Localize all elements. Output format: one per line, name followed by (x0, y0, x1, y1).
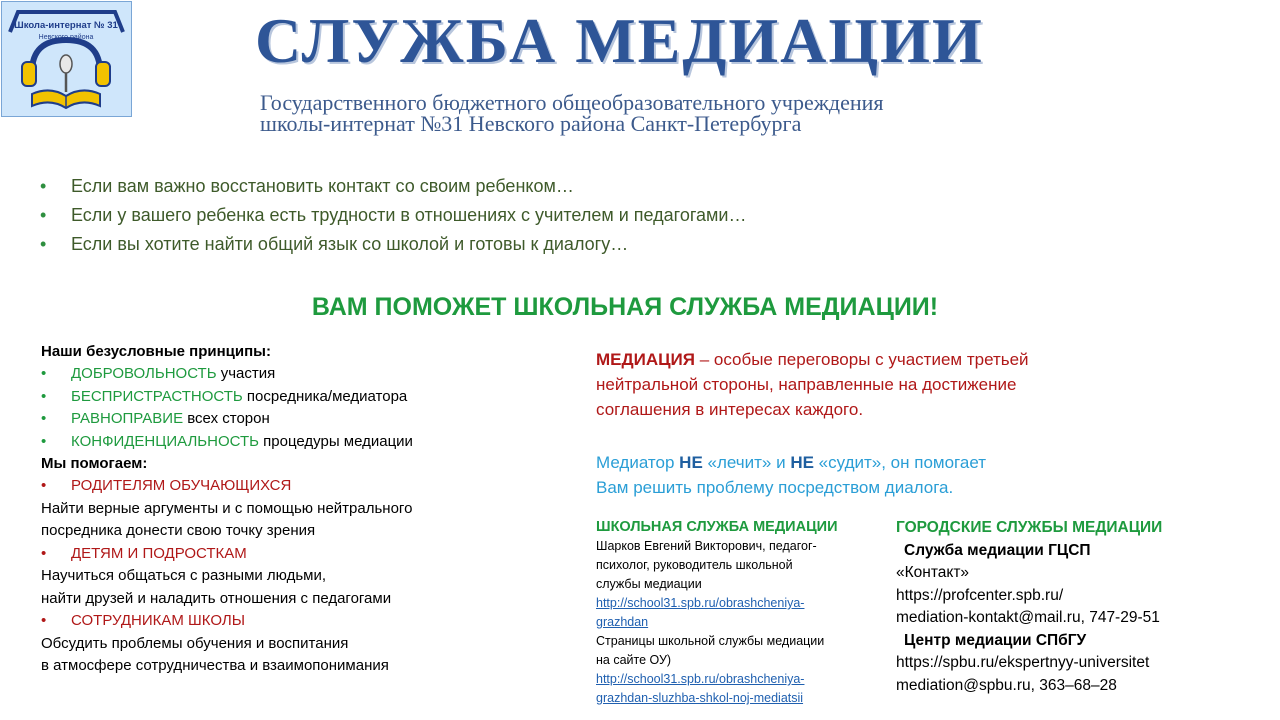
school-service-heading: ШКОЛЬНАЯ СЛУЖБА МЕДИАЦИИ (596, 519, 838, 535)
school-link-2[interactable]: http://school31.spb.ru/obrashcheniya- grazhdan-sluzhba-shkol-noj-mediatsii (596, 672, 805, 705)
school-service-section: ШКОЛЬНАЯ СЛУЖБА МЕДИАЦИИ Шарков Евгений Викторович, педагог- психолог, руководитель школьной службы медиации http://school31.spb.ru/obrashcheniya- grazhdan Страницы школьной службы медиации на сайте ОУ) http://school31.spb.ru/obrashcheniya- grazhdan-sluzhba-shkol-noj-mediatsii (596, 517, 886, 708)
city-services-heading: ГОРОДСКИЕ СЛУЖБЫ МЕДИАЦИИ (896, 519, 1163, 536)
mediator-statement: Медиатор НЕ «лечит» и НЕ «судит», он помогает Вам решить проблему посредством диалога. (596, 453, 986, 497)
help-group-title: • СОТРУДНИКАМ ШКОЛЫ (41, 610, 561, 633)
bullet-icon: • (41, 387, 47, 405)
help-group-text: в атмосфере сотрудничества и взаимопонимания (41, 657, 389, 674)
principles-heading: Наши безусловные принципы: (41, 343, 271, 360)
principle-item (41, 363, 561, 386)
principle-item (41, 408, 561, 431)
city-service-contact: mediation@spbu.ru, 363–68–28 (896, 676, 1117, 694)
principle-rest: участия (216, 365, 276, 382)
principle-key: БЕСПРИСТРАСТНОСТЬ (71, 387, 243, 405)
help-group-text: Обсудить проблемы обучения и воспитания (41, 634, 349, 652)
bullet-icon: • (41, 410, 47, 427)
bullet-icon: • (41, 612, 47, 629)
school-logo (1, 1, 132, 117)
principle-key: РАВНОПРАВИЕ (71, 410, 184, 427)
mediation-definition (596, 347, 1156, 422)
principle-rest: процедуры медиации (259, 432, 413, 450)
subtitle-line-1: Государственного бюджетного общеобразовательного учреждения (260, 90, 884, 115)
help-group-text: найти друзей и наладить отношения с педагогами (41, 589, 392, 607)
logo-emblem (2, 2, 131, 116)
bullet-icon: • (41, 432, 47, 450)
intro-list (40, 172, 940, 259)
logo-text-bottom: Невского района (38, 34, 94, 41)
principle-item (41, 431, 561, 454)
microphone-icon (60, 55, 72, 92)
headline: ВАМ ПОМОЖЕТ ШКОЛЬНАЯ СЛУЖБА МЕДИАЦИИ! (311, 293, 939, 321)
help-heading: Мы помогаем: (41, 455, 148, 472)
principle-key: КОНФИДЕНЦИАЛЬНОСТЬ (71, 432, 259, 450)
principles-section (41, 341, 561, 678)
principle-rest: всех сторон (183, 410, 270, 427)
definition-text: нейтральной стороны, направленные на достижение (596, 375, 1017, 394)
definition-text: – особые переговоры с участием третьей (694, 350, 1029, 369)
principle-item (41, 386, 561, 409)
principle-key: ДОБРОВОЛЬНОСТЬ (71, 365, 217, 382)
intro-item: • Если вы хотите найти общий язык со школой и готовы к диалогу… (40, 230, 940, 259)
city-service-contact: mediation-kontakt@mail.ru, 747-29-51 (896, 609, 1160, 626)
city-service-name: Центр медиации СПбГУ (904, 631, 1087, 649)
page-title: СЛУЖБА МЕДИАЦИИ (255, 5, 984, 76)
definition-term: МЕДИАЦИЯ (596, 350, 695, 369)
city-service-url: https://spbu.ru/ekspertnyy-universitet (896, 654, 1150, 671)
help-group-title: • РОДИТЕЛЯМ ОБУЧАЮЩИХСЯ (41, 475, 561, 498)
definition-text: соглашения в интересах каждого. (596, 400, 864, 419)
school-link-1[interactable]: http://school31.spb.ru/obrashcheniya- grazhdan (596, 596, 805, 629)
help-group-text: Найти верные аргументы и с помощью нейтрального (41, 499, 413, 517)
bullet-icon: • (41, 544, 47, 562)
school-subtitle (260, 92, 1060, 134)
city-services-section: ГОРОДСКИЕ СЛУЖБЫ МЕДИАЦИИ Служба медиации ГЦСП «Контакт» https://profcenter.spb.ru/ mediation-kontakt@mail.ru, 747-29-51 Центр медиации СПбГУ https://spbu.ru/ekspertnyy-universitet mediation@spbu.ru, 363–68–28 (896, 517, 1280, 697)
help-group-text: Научиться общаться с разными людьми, (41, 567, 327, 584)
subtitle-line-2: школы-интернат №31 Невского района Санкт-Петербурга (260, 111, 802, 136)
bullet-icon: • (41, 477, 47, 494)
bullet-icon: • (41, 365, 47, 382)
help-group-text: посредника донести свою точку зрения (41, 522, 316, 539)
principle-rest: посредника/медиатора (242, 387, 408, 405)
help-group-title: • ДЕТЯМ И ПОДРОСТКАМ (41, 543, 561, 566)
intro-item: • Если вам важно восстановить контакт со своим ребенком… (40, 172, 940, 201)
open-book-icon (32, 90, 100, 108)
city-service-name: Служба медиации ГЦСП (904, 541, 1091, 559)
city-service-url: https://profcenter.spb.ru/ (896, 586, 1064, 604)
intro-item: • Если у вашего ребенка есть трудности в отношениях с учителем и педагогами… (40, 201, 940, 230)
logo-text-top: Школа-интернат № 31 (14, 20, 118, 31)
